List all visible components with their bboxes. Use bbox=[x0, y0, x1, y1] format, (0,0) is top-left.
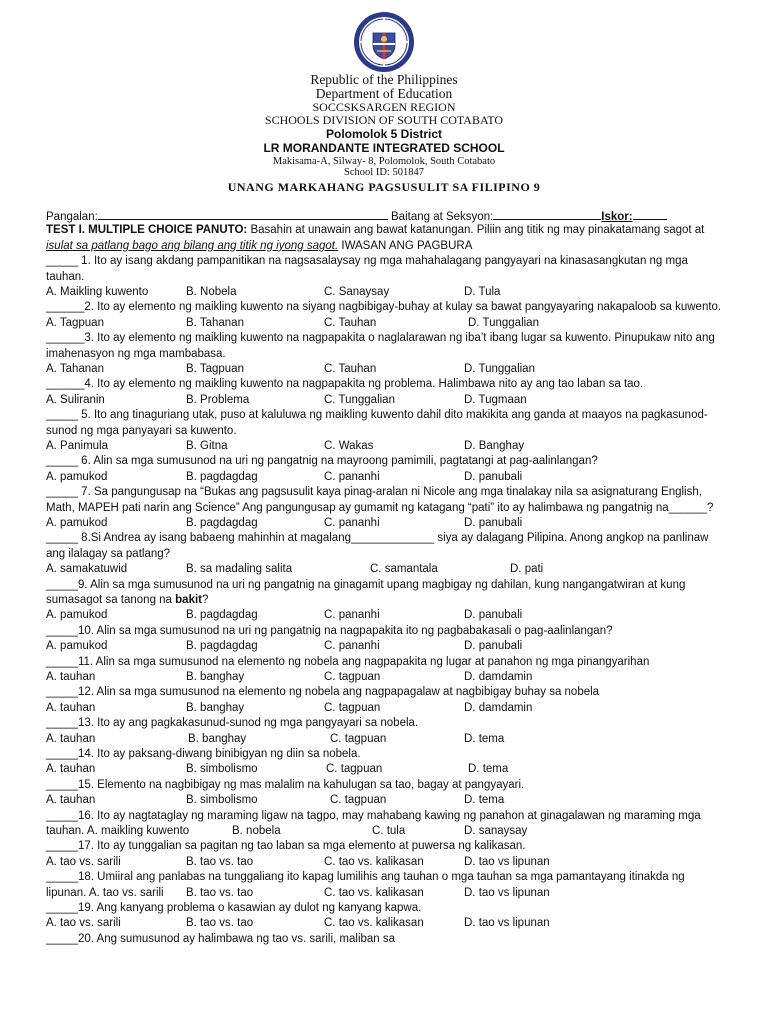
question-14 bbox=[46, 747, 726, 762]
option-d: D. Tula bbox=[464, 285, 501, 298]
options-8 bbox=[46, 562, 726, 577]
options-16 bbox=[46, 824, 726, 839]
question-11 bbox=[46, 655, 726, 670]
option-a: A. pamukod bbox=[46, 609, 108, 622]
question-4 bbox=[46, 377, 726, 392]
option-b: B. banghay bbox=[188, 732, 247, 745]
answer-blank[interactable]: _____11. bbox=[46, 655, 94, 668]
options-13 bbox=[46, 732, 726, 747]
question-text: Ito ay paksang-diwang binibigyan ng diin sa nobela. bbox=[93, 747, 361, 760]
question-18: _____18. Umiiral ang panlabas na tunggaliang ito kapag lumilihis ang tauhan o mga tauhan sa mga pamantayang itinakda ng bbox=[46, 871, 685, 884]
option-c: C. pananhi bbox=[324, 516, 380, 529]
option-b: B. Tagpuan bbox=[186, 362, 244, 375]
option-d: D. tema bbox=[468, 763, 509, 776]
header-school-id: School ID: 501847 bbox=[344, 167, 424, 178]
option-c: C. tao vs. kalikasan bbox=[324, 886, 424, 899]
answer-blank[interactable]: _____10. bbox=[46, 624, 94, 637]
question-16: _____16. Ito ay nagtataglay ng maraming ligaw na tagpo, may mahabang kawing ng panahon at ginagalawan ng maraming mga bbox=[46, 809, 701, 822]
answer-blank[interactable]: ______2. bbox=[46, 301, 94, 314]
question-6 bbox=[46, 454, 726, 469]
option-b: B. Tahanan bbox=[186, 316, 244, 329]
option-a: A. tao vs. sarili bbox=[46, 855, 121, 868]
option-a: A. tauhan bbox=[46, 670, 96, 683]
options-3 bbox=[46, 362, 726, 377]
option-c: C. tagpuan bbox=[330, 732, 387, 745]
option-c: C. tagpuan bbox=[324, 670, 381, 683]
options-5 bbox=[46, 439, 726, 454]
score-label: Iskor: bbox=[601, 211, 633, 223]
option-c: C. pananhi bbox=[324, 609, 380, 622]
header-division: SCHOOLS DIVISION OF SOUTH COTABATO bbox=[264, 113, 504, 127]
option-b: B. Nobela bbox=[186, 285, 237, 298]
option-d: D. tao vs lipunan bbox=[464, 886, 550, 899]
options-17 bbox=[46, 855, 726, 870]
question-text: Alin sa mga sumusunod na elemento ng nobela ang nagpapagalaw at nagbibigay buhay sa nobela bbox=[93, 686, 600, 699]
answer-blank[interactable]: _____ 7. bbox=[46, 486, 91, 499]
option-d: D. tema bbox=[464, 794, 505, 807]
option-b: B. nobela bbox=[232, 824, 281, 837]
option-c: C. Tauhan bbox=[324, 362, 377, 375]
options-19 bbox=[46, 916, 726, 931]
option-b: B. banghay bbox=[186, 701, 245, 714]
header-address: Makisama-A, Silway- 8, Polomolok, South Cotabato bbox=[272, 156, 496, 167]
option-d: D. panubali bbox=[464, 609, 523, 622]
question-text: Alin sa mga sumusunod na elemento ng nobela ang nagpapakita ng lugar at panahon ng mga pinangyarihan bbox=[93, 655, 650, 668]
option-d: D. damdamin bbox=[464, 701, 533, 714]
header-department: Department of Education bbox=[315, 86, 453, 101]
answer-blank[interactable]: _____9. bbox=[46, 578, 88, 591]
answer-blank[interactable]: _____ 6. bbox=[46, 455, 91, 468]
instruction-emphasis: isulat sa patlang bago ang bilang ang titik ng iyong sagot. bbox=[46, 239, 339, 252]
deped-seal-icon bbox=[353, 11, 415, 73]
option-d: D. tao vs lipunan bbox=[464, 855, 550, 868]
question-text: Ito ay isang akdang pampanitikan na nagsasalaysay ng mga mahahalagang pangyayari na kinasasangkutan ng mga tauhan. bbox=[46, 255, 688, 283]
option-c: C. Tauhan bbox=[324, 316, 377, 329]
name-label: Pangalan: bbox=[46, 211, 98, 223]
answer-blank[interactable]: _____ 1. bbox=[46, 255, 91, 268]
question-1 bbox=[46, 254, 726, 285]
option-a: A. tauhan bbox=[46, 763, 96, 776]
instruction-warning: IWASAN ANG PAGBURA bbox=[338, 239, 473, 252]
answer-blank[interactable]: ______4. bbox=[46, 378, 94, 391]
option-b: B. banghay bbox=[186, 670, 245, 683]
option-b: B. Gitna bbox=[186, 439, 228, 452]
question-10 bbox=[46, 624, 726, 639]
option-d: D. tema bbox=[464, 732, 505, 745]
option-b: B. Problema bbox=[186, 393, 250, 406]
header-district: Polomolok 5 District bbox=[325, 127, 443, 141]
option-c: C. tao vs. kalikasan bbox=[324, 855, 424, 868]
option-b: B. simbolismo bbox=[186, 763, 258, 776]
options-18 bbox=[46, 886, 726, 901]
header-region: SOCCSKSARGEN REGION bbox=[312, 100, 456, 114]
question-13 bbox=[46, 716, 726, 731]
test-heading-line bbox=[46, 223, 726, 238]
question-text: Alin sa mga sumusunod na uri ng pangatnig na ginagamit upang magbigay ng dahilan, kung nangangatwiran at kung sumasagot sa tanong na bbox=[46, 578, 686, 606]
option-d: D. Banghay bbox=[464, 439, 525, 452]
option-b: B. tao vs. tao bbox=[186, 886, 254, 899]
panuto-label: PANUTO: bbox=[195, 224, 248, 237]
option-d: D. panubali bbox=[464, 516, 523, 529]
options-14 bbox=[46, 762, 726, 777]
option-a: A. pamukod bbox=[46, 516, 108, 529]
option-a: A. tauhan bbox=[46, 701, 96, 714]
question-text: Si Andrea ay isang babaeng mahinhin at magalang_____________ siya ay dalagang Pilipina. Anong angkop na panlinaw ang ilalagay sa patlang? bbox=[46, 532, 709, 560]
question-15 bbox=[46, 778, 726, 793]
options-11 bbox=[46, 670, 726, 685]
question-text: Ito ang tinaguriang utak, puso at kaluluwa ng maikling kuwento dahil dito makikita ang ganda at maayos na pagkasunod-sunod ng mga panyayari sa kuwento. bbox=[46, 409, 708, 437]
option-c: C. pananhi bbox=[324, 470, 380, 483]
question-12 bbox=[46, 685, 726, 700]
question-8 bbox=[46, 531, 726, 562]
question-text-end: ? bbox=[202, 593, 209, 606]
option-a: A. pamukod bbox=[46, 470, 108, 483]
option-b: B. pagdagdag bbox=[186, 516, 258, 529]
answer-blank[interactable]: _____13. bbox=[46, 717, 94, 730]
header-school: LR MORANDANTE INTEGRATED SCHOOL bbox=[263, 141, 505, 155]
option-b: B. tao vs. tao bbox=[186, 855, 254, 868]
option-a: A. Tahanan bbox=[46, 362, 104, 375]
option-c: C. Tunggalian bbox=[324, 393, 395, 406]
question-text: Ito ay elemento ng maikling kuwento na nagpapakita o naglalarawan ng iba’t ibang lugar sa kuwento. Pinupukaw nito ang imahenasyon ng mga mambabasa. bbox=[46, 332, 715, 360]
option-c: C. tagpuan bbox=[330, 794, 387, 807]
option-a: A. Panimula bbox=[46, 439, 109, 452]
header-republic: Republic of the Philippines bbox=[310, 72, 458, 87]
question-text: Alin sa mga sumusunod na uri ng pangatnig na nagpapakita ito ng pagbabakasali o pag-aalinlangan? bbox=[93, 624, 613, 637]
option-a: A. samakatuwid bbox=[46, 563, 128, 576]
options-7 bbox=[46, 516, 726, 531]
question-7 bbox=[46, 485, 726, 516]
option-a: A. tao vs. sarili bbox=[46, 917, 121, 930]
option-c: C. pananhi bbox=[324, 640, 380, 653]
option-b: B. simbolismo bbox=[186, 794, 258, 807]
option-a: tauhan. A. maikling kuwento bbox=[46, 824, 190, 837]
options-12 bbox=[46, 701, 726, 716]
answer-blank[interactable]: _____ 8. bbox=[46, 532, 91, 545]
option-b: B. tao vs. tao bbox=[186, 917, 254, 930]
option-a: A. Maikling kuwento bbox=[46, 285, 149, 298]
option-c: C. Wakas bbox=[324, 439, 374, 452]
question-19: _____19. Ang kanyang problema o kasawian ay dulot ng kanyang kapwa. bbox=[46, 901, 422, 914]
question-text: Alin sa mga sumusunod na uri ng pangatnig na mayroong pamimili, pagtatangi at pag-aalinlangan? bbox=[90, 455, 598, 468]
option-b: B. pagdagdag bbox=[186, 609, 258, 622]
options-1 bbox=[46, 285, 726, 300]
options-15 bbox=[46, 793, 726, 808]
option-a: A. pamukod bbox=[46, 640, 108, 653]
answer-blank[interactable]: _____ 5. bbox=[46, 409, 91, 422]
question-text: Ito ay elemento ng maikling kuwento na nagpapakita ng problema. Halimbawa nito ay ang tao laban sa tao. bbox=[93, 378, 644, 391]
option-d: D. panubali bbox=[464, 470, 523, 483]
option-c: C. tagpuan bbox=[324, 701, 381, 714]
question-text: Elemento na nagbibigay ng mas malalim na kahulugan sa tao, bagay at pangyayari. bbox=[93, 778, 525, 791]
question-text: Sa pangungusap na “Bukas ang pagsusulit kaya pinag-aralan ni Nicole ang mga tinalakay nila sa asignaturang English, Math, MAPEH pati narin ang Science” Ang pangungusap ay gumamit ng katagang “pati” ito ay halimbawa ng pangatnig na______? bbox=[46, 486, 714, 514]
exam-title: UNANG MARKAHANG PAGSUSULIT SA FILIPINO 9 bbox=[227, 180, 541, 194]
option-b: B. sa madaling salita bbox=[186, 563, 293, 576]
question-17: _____17. Ito ay tunggalian sa pagitan ng tao laban sa mga elemento at puwersa ng kalikasan. bbox=[46, 840, 526, 853]
answer-blank[interactable]: _____15. bbox=[46, 778, 94, 791]
option-d: D. damdamin bbox=[464, 670, 533, 683]
instruction-line-2 bbox=[46, 239, 726, 254]
option-d: D. sanaysay bbox=[464, 824, 528, 837]
option-b: B. pagdagdag bbox=[186, 470, 258, 483]
option-d: D. Tunggalian bbox=[464, 362, 535, 375]
option-a: A. Suliranin bbox=[46, 393, 105, 406]
option-d: D. Tunggalian bbox=[468, 316, 539, 329]
option-a: A. tauhan bbox=[46, 732, 96, 745]
option-a: lipunan. A. tao vs. sarili bbox=[46, 886, 164, 899]
section-field[interactable] bbox=[493, 208, 601, 220]
question-text: Ito ay ang pagkakasunud-sunod ng mga pangyayari sa nobela. bbox=[93, 717, 419, 730]
option-c: C. Sanaysay bbox=[324, 285, 390, 298]
answer-blank[interactable]: _____12. bbox=[46, 686, 94, 699]
student-info-line bbox=[46, 208, 726, 223]
option-b: B. pagdagdag bbox=[186, 640, 258, 653]
option-a: A. Tagpuan bbox=[46, 316, 104, 329]
options-2 bbox=[46, 316, 726, 331]
option-a: A. tauhan bbox=[46, 794, 96, 807]
option-d: D. tao vs lipunan bbox=[464, 917, 550, 930]
option-d: D. pati bbox=[510, 563, 544, 576]
options-10 bbox=[46, 639, 726, 654]
question-9 bbox=[46, 578, 726, 609]
answer-blank[interactable]: ______3. bbox=[46, 332, 94, 345]
option-d: D. Tugmaan bbox=[464, 393, 527, 406]
option-c: C. tao vs. kalikasan bbox=[324, 917, 424, 930]
question-3 bbox=[46, 331, 726, 362]
score-field[interactable] bbox=[633, 208, 667, 220]
question-5 bbox=[46, 408, 726, 439]
question-20: _____20. Ang sumusunod ay halimbawa ng tao vs. sarili, maliban sa bbox=[46, 932, 396, 945]
name-field[interactable] bbox=[98, 208, 388, 220]
options-4 bbox=[46, 393, 726, 408]
instruction-text: Basahin at unawain ang bawat katanungan. Piliin ang titik ng may pinakatamang sagot at bbox=[247, 224, 705, 237]
question-2 bbox=[46, 300, 726, 315]
option-c: C. samantala bbox=[370, 563, 438, 576]
question-text: Ito ay elemento ng maikling kuwento na siyang nagbibigay-buhay at kulay sa bawat pangyayaring nakapaloob sa kuwento. bbox=[93, 301, 722, 314]
section-label: Baitang at Seksyon: bbox=[391, 211, 494, 223]
option-c: C. tula bbox=[372, 824, 406, 837]
question-emphasis: bakit bbox=[175, 593, 202, 606]
option-c: C. tagpuan bbox=[326, 763, 383, 776]
exam-body bbox=[46, 208, 726, 947]
options-9 bbox=[46, 608, 726, 623]
options-6 bbox=[46, 470, 726, 485]
option-d: D. panubali bbox=[464, 640, 523, 653]
answer-blank[interactable]: _____14. bbox=[46, 747, 94, 760]
test-heading: TEST I. MULTIPLE CHOICE bbox=[46, 224, 193, 237]
